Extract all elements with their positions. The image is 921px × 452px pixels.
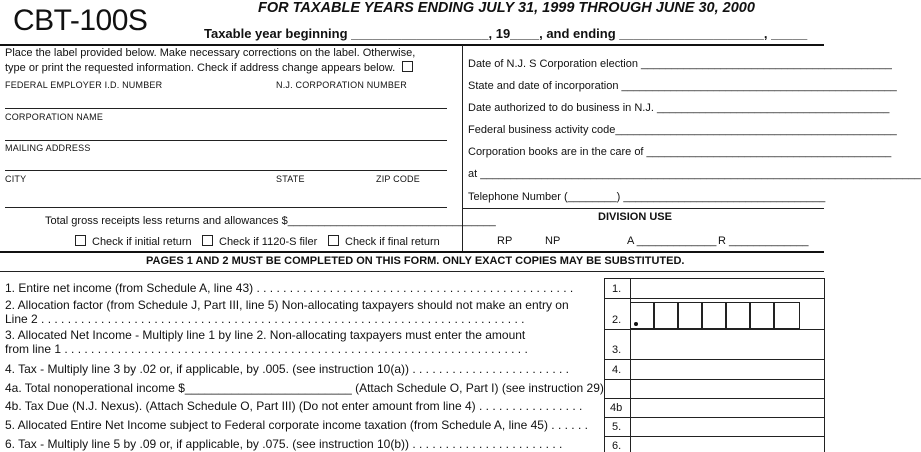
zip-label: ZIP CODE [376,174,420,184]
line-5-amount-field[interactable] [631,418,824,436]
line-1-amount-field[interactable] [631,279,824,298]
line-2-number: 2. [612,314,622,326]
address-change-checkbox[interactable] [402,61,413,72]
line-2-text: 2. Allocation factor (from Schedule J, Part III, line 5) Non-allocating taxpayers should not make an entry on [5,298,569,312]
num-column-left [604,278,605,452]
line-4b-text: 4b. Tax Due (N.J. Nexus). (Attach Schedule O, Part III) (Do not enter amount from line 4) . . . . . . . . . . . . . . . . [5,399,583,413]
notice-bottom-rule [0,271,824,272]
amount-column-right [824,278,825,452]
form-id: CBT-100S [13,4,148,37]
line-4-text: 4. Tax - Multiply line 3 by .02 or, if applicable, by .005. (see instruction 10(a)) . . . . . . . . . . . . . . . . . . . . . . . . [5,362,570,376]
mailing-address-label: MAILING ADDRESS [5,143,91,153]
division-r-field: R _____________ [718,235,809,247]
rp-label: RP [497,235,513,247]
date-authorized-nj[interactable]: Date authorized to do business in N.J. ______________________________________ [468,102,890,114]
line-4-number: 4. [612,364,622,376]
final-return-label: Check if final return [345,236,440,248]
corp-name-label: CORPORATION NAME [5,112,104,122]
federal-activity-code[interactable]: Federal business activity code______________________________________________ [468,124,897,136]
decimal-point [634,322,638,326]
line-4-amount-field[interactable] [631,360,824,379]
line-4b-number: 4b [610,402,623,414]
mailing-address-field[interactable] [5,170,447,171]
instructions-line2: type or print the requested information. Check if address change appears below. [5,62,396,74]
header-rule [0,44,824,46]
division-a-field: A _____________ [627,235,717,247]
allocation-digit-4[interactable] [702,302,726,329]
division-use-label: DIVISION USE [598,211,672,223]
corp-name-field[interactable] [5,140,447,141]
ein-field[interactable] [5,108,447,109]
line-3-text: 3. Allocated Net Income - Multiply line 1 by line 2. Non-allocating taxpayers must enter the amount [5,328,526,342]
1120s-filer-label: Check if 1120-S filer [219,236,318,248]
allocation-digit-6[interactable] [750,302,774,329]
completion-notice: PAGES 1 AND 2 MUST BE COMPLETED ON THIS FORM. ONLY EXACT COPIES MAY BE SUBSTITUTED. [146,255,685,267]
allocation-digit-3[interactable] [678,302,702,329]
state-date-incorporation[interactable]: State and date of incorporation _____________________________________________ [468,80,897,92]
final-return-checkbox[interactable] [328,235,339,246]
allocation-digit-2[interactable] [654,302,678,329]
federal-ein-label: FEDERAL EMPLOYER I.D. NUMBER [5,80,163,90]
notice-top-rule [0,251,824,253]
nj-s-election-date[interactable]: Date of N.J. S Corporation election _________________________________________ [468,58,892,70]
line-4-bottom-rule [604,379,824,380]
division-rule [463,208,824,209]
line-6-number: 6. [612,440,622,452]
line-3-number: 3. [612,344,622,356]
line-1-bottom-rule [604,298,824,299]
state-label: STATE [276,174,305,184]
line-6-amount-field[interactable] [631,437,824,452]
line-3-amount-field[interactable] [631,330,824,359]
line-2-text-cont: Line 2 . . . . . . . . . . . . . . . . . . . . . . . . . . . . . . . . . . . . . . . . . . . . . . . . . . . . . . . . . . . . . . . . . . . . . . . . . [5,312,525,326]
initial-return-checkbox[interactable] [75,235,86,246]
line-1-number: 1. [612,283,622,295]
line-5-text: 5. Allocated Entire Net Income subject to Federal corporate income taxation (from Schedule A, line 45) . . . . . . [5,418,588,432]
line-6-text: 6. Tax - Multiply line 5 by .09 or, if applicable, by .075. (see instruction 10(b)) . . . . . . . . . . . . . . . . . . . . . . . [5,437,563,451]
initial-return-label: Check if initial return [92,236,192,248]
form-title: FOR TAXABLE YEARS ENDING JULY 31, 1999 THROUGH JUNE 30, 2000 [258,0,755,16]
line-1-text: 1. Entire net income (from Schedule A, line 43) . . . . . . . . . . . . . . . . . . . . . . . . . . . . . . . . . . . . . . . . . . . . . . . . [5,281,574,295]
allocation-digit-5[interactable] [726,302,750,329]
books-location[interactable]: at ________________________________________________________________________ [468,168,921,180]
nj-corp-number-label: N.J. CORPORATION NUMBER [276,80,407,90]
line-4a-text[interactable]: 4a. Total nonoperational income $_________________________ (Attach Schedule O, Part I) (see instruction 29) [5,381,604,395]
line-3-text-cont: from line 1 . . . . . . . . . . . . . . . . . . . . . . . . . . . . . . . . . . . . . . . . . . . . . . . . . . . . . . . . . . . . . . . . . . . . . . [5,342,528,356]
allocation-digit-7[interactable] [774,302,800,329]
city-label: CITY [5,174,27,184]
line-5-number: 5. [612,421,622,433]
1120s-filer-checkbox[interactable] [202,235,213,246]
instructions-line1: Place the label provided below. Make necessary corrections on the label. Otherwise, [5,47,416,59]
taxable-year-line[interactable]: Taxable year beginning ___________________, 19____, and ending ____________________, _____ [204,26,808,41]
city-state-zip-field[interactable] [5,207,447,208]
telephone-number[interactable]: Telephone Number (________) _________________________________ [468,191,826,203]
line-4b-amount-field[interactable] [631,399,824,417]
gross-receipts-line[interactable]: Total gross receipts less returns and allowances $__________________________________ [45,215,496,227]
books-care-of[interactable]: Corporation books are in the care of ________________________________________ [468,146,892,158]
np-label: NP [545,235,561,247]
